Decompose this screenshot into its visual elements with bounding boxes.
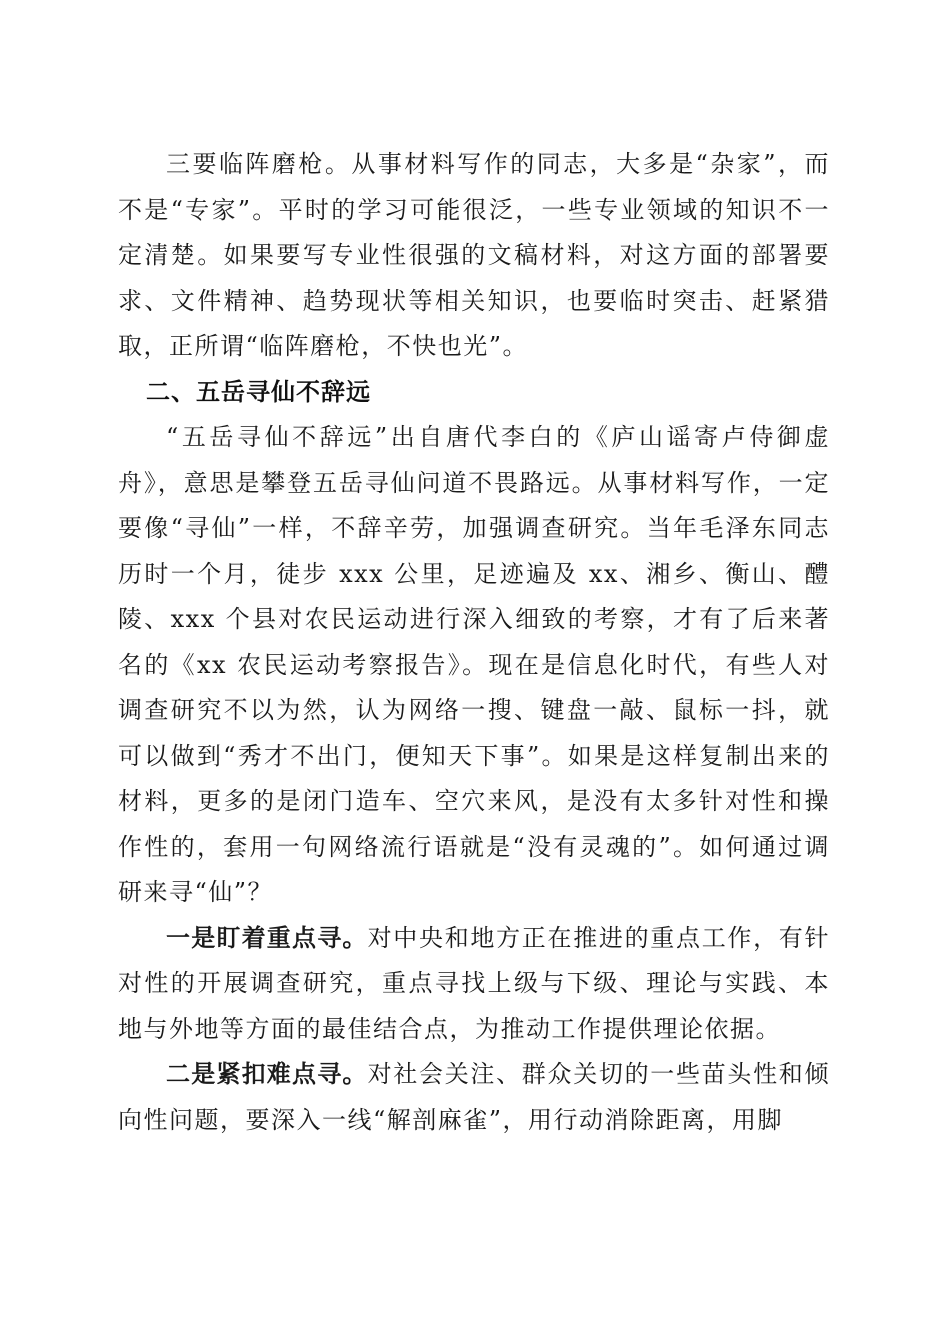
paragraph-lead: 二是紧扣难点寻。 bbox=[166, 1060, 368, 1088]
document-body bbox=[118, 142, 830, 1143]
section-heading: 二、五岳寻仙不辞远 bbox=[146, 377, 371, 406]
paragraph-lead: 一是盯着重点寻。 bbox=[166, 923, 368, 952]
paragraph-focus-points bbox=[118, 916, 830, 1053]
paragraph-research: “五岳寻仙不辞远”出自唐代李白的《庐山谣寄卢侍御虚舟》，意思是攀登五岳寻仙问道不畏路远。从事材料写作，一定要像“寻仙”一样，不辞辛劳，加强调查研究。当年毛泽东同志历时一个月，徒步 xxx 公里，足迹遍及 xx、湘乡、衡山、醴陵、xxx 个县对农民运动进行深入细致的考察，才有了后来著名的《xx 农民运动考察报告》。现在是信息化时代，有些人对调查研究不以为然，认为网络一搜、键盘一敲、鼠标一抖，就可以做到“秀才不出门，便知天下事”。如果是这样复制出来的材料，更多的是闭门造车、空穴来风，是没有太多针对性和操作性的，套用一句网络流行语就是“没有灵魂的”。如何通过调研来寻“仙”？ bbox=[118, 423, 830, 906]
paragraph-text: 对中央和地方正在推进的重点工作，有针对性的开展调查研究，重点寻找上级与下级、理论与实践、本地与外地等方面的最佳结合点，为推动工作提供理论依据。 bbox=[118, 923, 831, 1043]
paragraph-preparation: 三要临阵磨枪。从事材料写作的同志，大多是“杂家”，而不是“专家”。平时的学习可能很泛，一些专业领域的知识不一定清楚。如果要写专业性很强的文稿材料，对这方面的部署要求、文件精神、趋势现状等相关知识，也要临时突击、赶紧猎取，正所谓“临阵磨枪，不快也光”。 bbox=[118, 150, 830, 360]
paragraph-difficult-points bbox=[118, 1052, 830, 1143]
paragraph-text: 对社会关注、群众关切的一些苗头性和倾向性问题，要深入一线“解剖麻雀”，用行动消除距离，用脚 bbox=[118, 1060, 831, 1134]
